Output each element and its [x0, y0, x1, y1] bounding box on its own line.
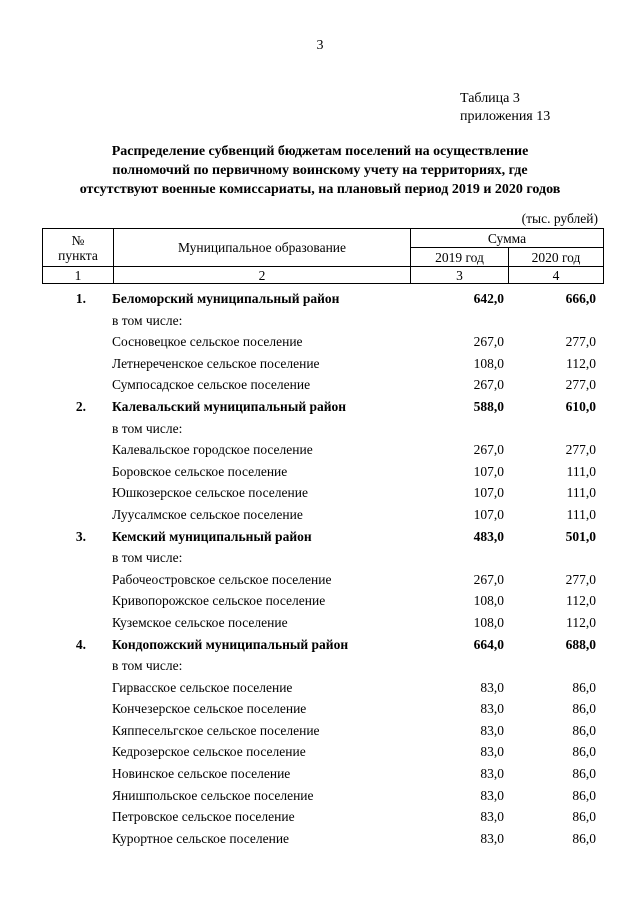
table-row: [42, 785, 604, 807]
header-col-4: 4: [509, 267, 604, 284]
table-row: [42, 828, 604, 850]
row-name: Гирвасское сельское поселение: [112, 679, 293, 695]
row-value-2019: 267,0: [473, 377, 504, 393]
table-row: [42, 310, 604, 332]
row-name: Петровское сельское поселение: [112, 809, 295, 825]
table-row: [42, 461, 604, 483]
title-line: полномочий по первичному воинскому учету на территориях, где: [112, 163, 528, 178]
table-row: [42, 439, 604, 461]
table-row: [42, 569, 604, 591]
row-name: Куземское сельское поселение: [112, 614, 288, 630]
row-name: Кемский муниципальный район: [112, 528, 312, 544]
row-value-2020: 86,0: [572, 744, 596, 760]
row-value-2020: 112,0: [566, 593, 596, 609]
row-number: 4.: [75, 636, 86, 652]
row-name: Боровское сельское поселение: [112, 463, 288, 479]
row-name: Кончезерское сельское поселение: [112, 701, 307, 717]
units-label: (тыс. рублей): [521, 211, 598, 226]
row-name: Луусалмское сельское поселение: [112, 506, 303, 522]
table-row: [42, 741, 604, 763]
header-num: [43, 229, 114, 267]
row-name: Янишпольское сельское поселение: [112, 787, 314, 803]
header-num-line1: №: [71, 232, 85, 248]
row-value-2020: 277,0: [565, 377, 596, 393]
table-row: [42, 353, 604, 375]
row-value-2020: 277,0: [565, 571, 596, 587]
row-value-2019: 107,0: [473, 463, 504, 479]
row-value-2020: 111,0: [566, 485, 596, 501]
table-label: Таблица 3: [460, 91, 520, 106]
row-name: Юшкозерское сельское поселение: [112, 485, 308, 501]
row-value-2019: 108,0: [473, 355, 504, 371]
table-row: [42, 590, 604, 612]
row-number: 3.: [75, 528, 86, 544]
row-value-2019: 83,0: [480, 679, 504, 695]
row-value-2019: 83,0: [480, 744, 504, 760]
row-name: в том числе:: [112, 550, 183, 566]
row-name: Кедрозерское сельское поселение: [112, 744, 306, 760]
header-col-2: 2: [114, 267, 411, 284]
row-value-2019: 267,0: [473, 571, 504, 587]
district-row: [42, 526, 604, 548]
header-municipality: Муниципальное образование: [114, 229, 411, 267]
row-name: Кондопожский муниципальный район: [112, 636, 349, 652]
title-line: Распределение субвенций бюджетам поселений на осуществление: [111, 144, 529, 159]
row-value-2019: 108,0: [473, 593, 504, 609]
row-name: Кяппесельгское сельское поселение: [112, 722, 320, 738]
row-value-2020: 666,0: [565, 291, 596, 306]
row-value-2020: 111,0: [566, 463, 596, 479]
row-value-2020: 688,0: [565, 636, 596, 652]
row-name: Беломорский муниципальный район: [112, 291, 340, 306]
table-row: [42, 331, 604, 353]
district-row: [42, 396, 604, 418]
row-value-2019: 108,0: [473, 614, 504, 630]
row-name: Кривопорожское сельское поселение: [112, 593, 326, 609]
row-name: Калевальский муниципальный район: [112, 398, 347, 414]
table-row: [42, 504, 604, 526]
row-value-2020: 111,0: [566, 506, 596, 522]
table-body: [42, 288, 604, 849]
header-2019: 2019 год: [411, 248, 509, 267]
page-number: 3: [316, 38, 324, 53]
row-value-2019: 483,0: [473, 528, 504, 544]
row-name: Сумпосадское сельское поселение: [112, 377, 311, 393]
row-value-2019: 107,0: [473, 506, 504, 522]
row-name: в том числе:: [112, 420, 183, 436]
row-value-2019: 267,0: [473, 334, 504, 350]
row-value-2020: 86,0: [572, 830, 596, 846]
row-value-2019: 267,0: [473, 442, 504, 458]
row-value-2020: 86,0: [572, 809, 596, 825]
appendix-label: приложения 13: [460, 109, 551, 124]
row-name: Рабочеостровское сельское поселение: [112, 571, 332, 587]
table-row: [42, 763, 604, 785]
row-value-2019: 664,0: [473, 636, 504, 652]
row-value-2020: 86,0: [572, 722, 596, 738]
table-row: [42, 806, 604, 828]
district-row: [42, 288, 604, 310]
row-value-2020: 86,0: [572, 787, 596, 803]
row-name: Сосновецкое сельское поселение: [112, 334, 303, 350]
row-value-2020: 112,0: [566, 614, 596, 630]
row-value-2019: 642,0: [473, 291, 504, 306]
district-row: [42, 634, 604, 656]
row-value-2019: 83,0: [480, 701, 504, 717]
row-value-2020: 277,0: [565, 334, 596, 350]
row-name: Новинское сельское поселение: [112, 766, 291, 782]
row-value-2019: 83,0: [480, 809, 504, 825]
row-value-2019: 83,0: [480, 830, 504, 846]
row-name: в том числе:: [112, 658, 183, 674]
row-name: в том числе:: [112, 312, 183, 328]
header-sum: Сумма: [411, 229, 604, 248]
table-row: [42, 720, 604, 742]
row-value-2020: 112,0: [566, 355, 596, 371]
row-number: 1.: [75, 291, 86, 306]
table-row: [42, 698, 604, 720]
title-line: отсутствуют военные комиссариаты, на плановый период 2019 и 2020 годов: [79, 182, 561, 197]
table-row: [42, 612, 604, 634]
row-value-2020: 86,0: [572, 701, 596, 717]
table-row: [42, 547, 604, 569]
header-num-line2: пункта: [58, 247, 98, 263]
row-name: Курортное сельское поселение: [112, 830, 290, 846]
header-2020: 2020 год: [509, 248, 604, 267]
table-row: [42, 655, 604, 677]
row-value-2019: 83,0: [480, 766, 504, 782]
row-value-2020: 277,0: [565, 442, 596, 458]
header-col-3: 3: [411, 267, 509, 284]
row-value-2020: 501,0: [565, 528, 596, 544]
row-value-2020: 86,0: [572, 766, 596, 782]
document-title: [40, 142, 600, 199]
row-value-2019: 83,0: [480, 787, 504, 803]
table-header: [42, 228, 604, 284]
row-name: Летнереченское сельское поселение: [112, 355, 320, 371]
table-caption: [460, 90, 550, 126]
table-row: [42, 482, 604, 504]
header-col-1: 1: [43, 267, 114, 284]
row-value-2020: 610,0: [565, 398, 596, 414]
row-value-2019: 107,0: [473, 485, 504, 501]
table-row: [42, 374, 604, 396]
row-value-2019: 83,0: [480, 722, 504, 738]
row-number: 2.: [75, 398, 86, 414]
row-value-2019: 588,0: [473, 398, 504, 414]
table-row: [42, 677, 604, 699]
table-row: [42, 418, 604, 440]
row-name: Калевальское городское поселение: [112, 442, 313, 458]
row-value-2020: 86,0: [572, 679, 596, 695]
